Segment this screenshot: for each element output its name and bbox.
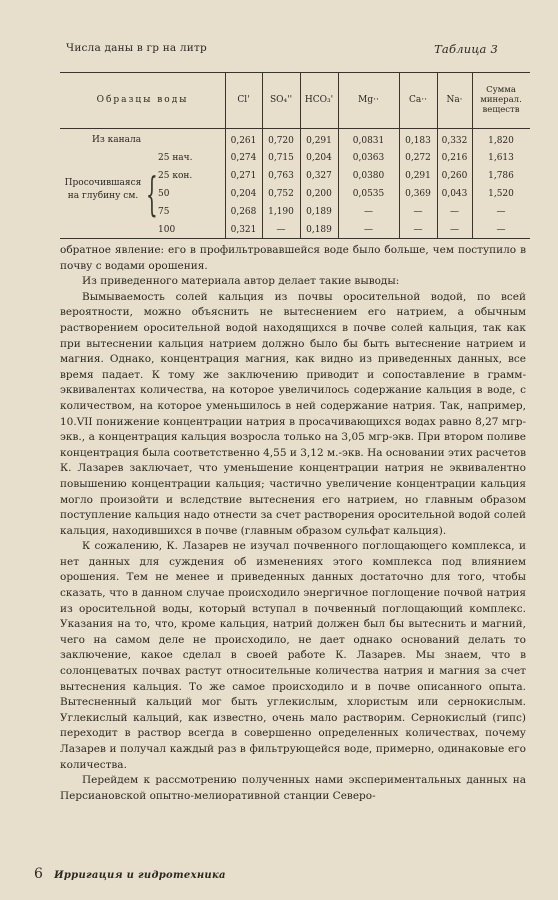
table-number: Таблица 3 [434, 42, 498, 56]
depth-row-cell: 0,0380 [352, 171, 385, 181]
units-note: Числа даны в гр на литр [66, 42, 207, 54]
depth-row-cell: — [413, 225, 423, 235]
depth-row-cell: 0,291 [405, 171, 431, 181]
header-samples: Образцы воды [96, 95, 189, 105]
canal-cell: 0,261 [230, 136, 257, 146]
header-na: Na· [446, 95, 463, 105]
depth-row-cell: — [364, 225, 373, 235]
depth-row-cell: — [496, 225, 506, 235]
row-sub-label: 100 [158, 225, 176, 235]
depth-row-cell: 0,274 [230, 153, 257, 163]
depth-row-cell: 0,216 [441, 153, 468, 163]
canal-cell: 0,332 [441, 136, 468, 146]
depth-row-cell: 0,0363 [352, 153, 385, 163]
page-footer [34, 866, 226, 882]
header-total: Сумма минерал. веществ [480, 85, 522, 115]
header-so4: SO₄'' [269, 95, 293, 105]
depth-row-cell: — [496, 207, 506, 217]
group-brace: { [146, 167, 158, 221]
depth-row-cell: — [364, 207, 373, 217]
depth-row-cell: — [450, 225, 459, 235]
depth-row-cell: — [276, 225, 286, 235]
depth-row-cell: 0,204 [230, 189, 257, 199]
paragraph: К сожалению, К. Лазарев не изучал почвенного поглощающего комплекса, и нет данных для суждения об изменениях этого комплекса под влиянием орошения. Тем не менее и приведенных данных достаточно для того, чтобы сказать, что в данном случае происходило энергичное поглощение почвой натрия из оросительной воды, который вступал в почвенный поглощающий комплекс. Указания на то, что, кроме кальция, натрий должен был бы вытеснить и магний, чего на самом деле не происходило, не дает однако оснований делать то заключение, какое сделал в своей работе К. Лазарев. Мы знаем, что в солонцеватых почвах растут относительные количества натрия и магния за счет вытеснения кальция. То же самое происходило и в почве описанного опыта. Вытесненный кальций мог быть углекислым, хлористым или сернокислым. Углекислый кальций, как известно, очень мало растворим. Сернокислый (гипс) переходит в раствор всегда в совершенно определенных количествах, почему Лазарев и получал каждый раз в фильтрующейся воде, примерно, одинаковые его количества. [60, 540, 526, 771]
depth-row-cell: 0,189 [306, 225, 332, 235]
canal-cell: 0,720 [268, 136, 294, 146]
paragraph: Вымываемость солей кальция из почвы оросительной водой, по всей вероятности, можно объяснить не вытеснением его натрием, а обычным растворением оросительной водой находящихся в почве солей кальция, так как при вытеснении кальция натрием должно было бы быть вытеснение натрием и магния. Однако, концентрация магния, как видно из приведенных данных, все время падает. К тому же заключению приводит и сопоставление в грамм-эквивалентах количества, на которое увеличилось содержание кальция в воде, с количеством, на которое уменьшилось в ней содержание натрия. Так, например, 10.VII понижение концентрации натрия в просачивающихся водах равно 8,27 мгр-экв., а концентрация кальция возросла только на 3,05 мгр-экв. При втором поливе концентрация была соответственно 4,55 и 3,12 м.-экв. На основании этих расчетов К. Лазарев заключает, что уменьшение концентрации натрия не эквивалентно повышению концентрации кальция; частично увеличение концентрации кальция могло произойти и вследствие вытеснения его натрием, но главным образом поступление кальция надо отнести за счет растворения оросительной водой солей кальция, находившихся в почве (главным образом сульфат кальция). [60, 290, 526, 537]
canal-cell: 0,0831 [352, 136, 385, 146]
paragraph: Из приведенного материала автор делает такие выводы: [82, 275, 400, 288]
page-number: 6 [34, 866, 43, 882]
depth-row-cell: — [450, 207, 459, 217]
depth-row-cell: 0,321 [230, 225, 257, 235]
depth-row-cell: 0,763 [268, 171, 294, 181]
depth-row-cell: 0,260 [441, 171, 468, 181]
depth-row-cell: 0,752 [268, 189, 294, 199]
table-caption [66, 42, 498, 58]
depth-row-cell: 0,271 [230, 171, 257, 181]
row-sub-label: 25 кон. [158, 171, 193, 181]
body-text [60, 243, 526, 804]
depth-row-cell: 0,189 [306, 207, 332, 217]
depth-row-cell: 0,272 [405, 153, 431, 163]
header-cl: Cl' [237, 95, 250, 105]
depth-row-cell: 0,200 [306, 189, 332, 199]
depth-row-cell: 1,613 [488, 153, 514, 163]
depth-row-cell: 1,520 [488, 189, 514, 199]
depth-row-cell: 0,268 [230, 207, 257, 217]
depth-row-cell: 1,190 [268, 207, 294, 217]
depth-row-cell: 1,786 [488, 171, 514, 181]
paragraph: Перейдем к рассмотрению полученных нами экспериментальных данных на Персиановской опытно-мелиоративной станции Северо- [60, 774, 526, 802]
paragraph: обратное явление: его в профильтровавшейся воде было больше, чем поступило в почву с водами орошения. [60, 244, 526, 272]
header-ca: Ca·· [409, 95, 427, 105]
header-hco3: HCO₃' [304, 95, 334, 105]
depth-row-cell: 0,715 [268, 153, 294, 163]
table-header-rule [60, 128, 530, 129]
canal-cell: 0,291 [306, 136, 332, 146]
depth-row-cell: 0,369 [405, 189, 431, 199]
depth-row-cell: 0,0535 [352, 189, 385, 199]
row-group-label: Просочившаяся на глубину см. [64, 178, 142, 201]
row-label-canal: Из канала [92, 135, 142, 145]
row-sub-label: 25 нач. [158, 153, 193, 163]
canal-cell: 0,183 [405, 136, 431, 146]
depth-row-cell: 0,043 [441, 189, 468, 199]
row-sub-label: 50 [158, 189, 170, 199]
depth-row-cell: — [413, 207, 423, 217]
depth-row-cell: 0,327 [306, 171, 332, 181]
row-sub-label: 75 [158, 207, 170, 217]
depth-row-cell: 0,204 [306, 153, 332, 163]
header-mg: Mg·· [358, 95, 379, 105]
canal-cell: 1,820 [488, 136, 514, 146]
journal-title: Ирригация и гидротехника [54, 870, 226, 881]
